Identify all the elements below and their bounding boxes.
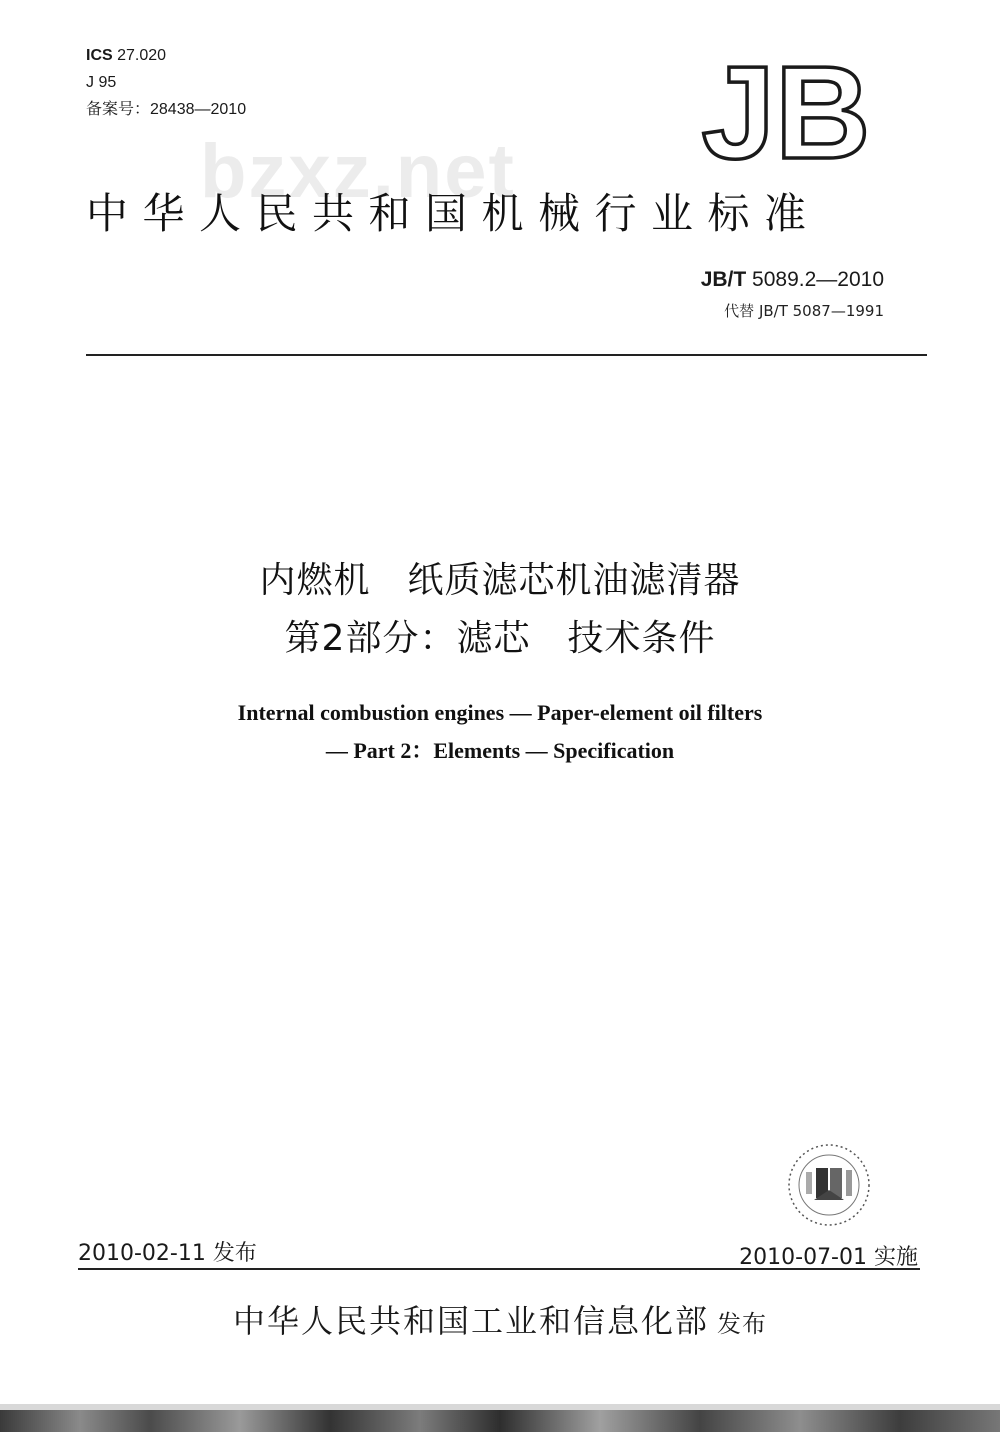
title-cn-line1: 内燃机 纸质滤芯机油滤清器	[259, 560, 741, 601]
standard-number: JB/T 5089.2—2010	[700, 268, 884, 291]
issuer-name: 中华人民共和国工业和信息化部	[232, 1302, 709, 1340]
ccs-code: J 95	[86, 74, 117, 91]
effective-date: 2010-07-01 实施	[739, 1245, 918, 1270]
watermark: bzxz.net	[200, 129, 516, 214]
bottom-rule	[78, 1268, 920, 1270]
publisher-seal-icon	[784, 1140, 874, 1230]
replaces-standard: 代替 JB/T 5087—1991	[724, 302, 884, 320]
scan-edge-strip	[0, 1404, 1000, 1432]
classification-block	[86, 42, 246, 123]
top-rule	[86, 354, 927, 356]
jb-logo	[686, 52, 886, 167]
issuer-action: 发布	[717, 1310, 767, 1338]
ics-code: ICS 27.020	[86, 47, 167, 64]
publish-date: 2010-02-11 发布	[78, 1241, 257, 1266]
issuer	[0, 1296, 1000, 1342]
filing-number: 备案号：28438—2010	[86, 101, 247, 118]
title-cn-line2: 第2部分：滤芯 技术条件	[284, 618, 716, 659]
title-en-line1: Internal combustion engines — Paper-element oil filters	[237, 700, 763, 725]
jb-logo-text: JB	[701, 52, 871, 167]
header-title: 中华人民共和国机械行业标准	[86, 189, 821, 238]
title-en-line2: — Part 2：Elements — Specification	[325, 738, 675, 763]
